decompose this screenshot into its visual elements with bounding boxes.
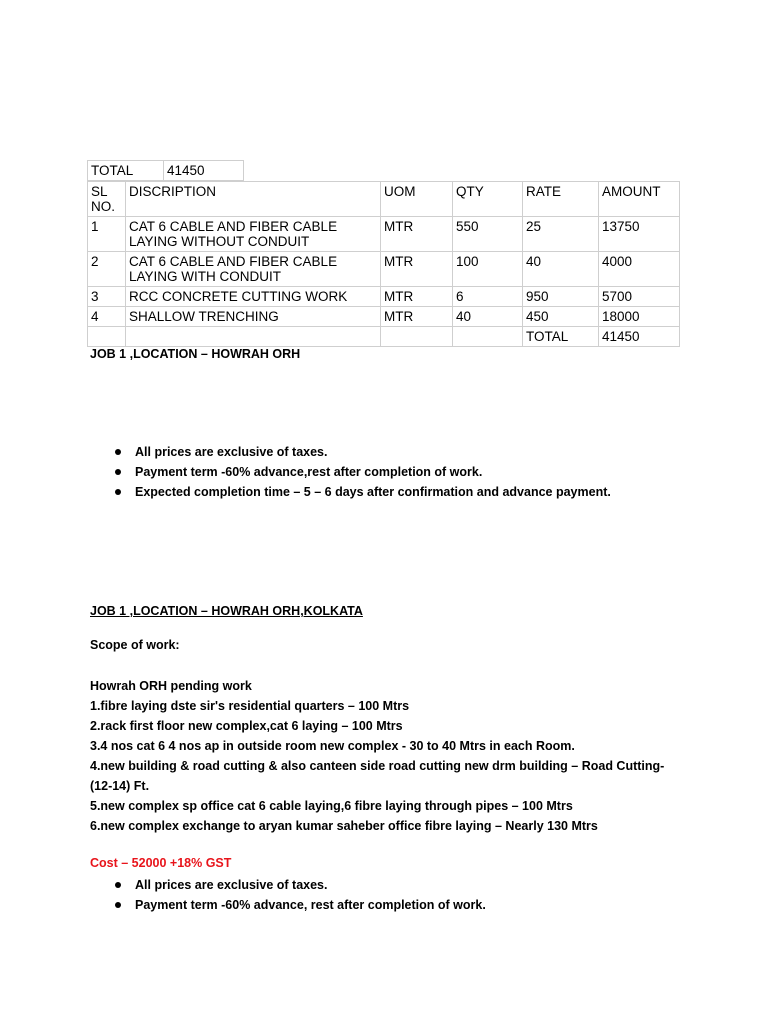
terms-list-2 xyxy=(90,875,486,915)
header-rate: RATE xyxy=(523,182,599,217)
scope-item: 4.new building & road cutting & also canteen side road cutting new drm building – Road Cutting-(12-14) Ft. xyxy=(90,759,665,793)
pending-title: Howrah ORH pending work xyxy=(90,679,252,693)
list-item xyxy=(90,442,611,462)
cell-sl: 3 xyxy=(88,287,126,307)
bullet-icon xyxy=(115,489,121,495)
scope-item: 3.4 nos cat 6 4 nos ap in outside room new complex - 30 to 40 Mtrs in each Room. xyxy=(90,739,575,753)
cell-rate: 450 xyxy=(523,307,599,327)
list-item xyxy=(90,462,611,482)
term-text: All prices are exclusive of taxes. xyxy=(135,878,328,892)
cell-uom: MTR xyxy=(381,287,453,307)
scope-item: 1.fibre laying dste sir's residential quarters – 100 Mtrs xyxy=(90,699,410,713)
terms-list-1 xyxy=(90,442,611,502)
bullet-icon xyxy=(115,469,121,475)
summary-total-value: 41450 xyxy=(164,161,244,181)
table-row xyxy=(88,217,680,252)
cell-rate: 40 xyxy=(523,252,599,287)
scope-item: 6.new complex exchange to aryan kumar saheber office fibre laying – Nearly 130 Mtrs xyxy=(90,819,598,833)
cell-uom: MTR xyxy=(381,252,453,287)
scope-of-work xyxy=(90,676,670,836)
table-row xyxy=(88,307,680,327)
cell-amount: 18000 xyxy=(599,307,680,327)
cell-qty: 40 xyxy=(453,307,523,327)
table-row xyxy=(88,252,680,287)
cell-sl: 1 xyxy=(88,217,126,252)
scope-label: Scope of work: xyxy=(90,638,180,652)
table-header-row xyxy=(88,182,680,217)
cell-sl: 4 xyxy=(88,307,126,327)
table-row xyxy=(88,287,680,307)
cell-qty: 100 xyxy=(453,252,523,287)
header-description: DISCRIPTION xyxy=(126,182,381,217)
term-text: Expected completion time – 5 – 6 days after confirmation and advance payment. xyxy=(135,485,611,499)
table-total-value: 41450 xyxy=(599,327,680,347)
cell-description: RCC CONCRETE CUTTING WORK xyxy=(126,287,381,307)
cell-amount: 13750 xyxy=(599,217,680,252)
cell-description: CAT 6 CABLE AND FIBER CABLE LAYING WITHOUT CONDUIT xyxy=(126,217,381,252)
summary-total-box xyxy=(87,160,244,181)
cell-sl: 2 xyxy=(88,252,126,287)
cell-empty xyxy=(126,327,381,347)
cell-description: CAT 6 CABLE AND FIBER CABLE LAYING WITH CONDUIT xyxy=(126,252,381,287)
bullet-icon xyxy=(115,902,121,908)
cell-uom: MTR xyxy=(381,217,453,252)
cost-line: Cost – 52000 +18% GST xyxy=(90,856,232,870)
header-sl: SL NO. xyxy=(88,182,126,217)
list-item xyxy=(90,895,486,915)
term-text: All prices are exclusive of taxes. xyxy=(135,445,328,459)
term-text: Payment term -60% advance,rest after completion of work. xyxy=(135,465,483,479)
job1-heading: JOB 1 ,LOCATION – HOWRAH ORH xyxy=(90,347,301,361)
cell-uom: MTR xyxy=(381,307,453,327)
scope-item: 2.rack first floor new complex,cat 6 laying – 100 Mtrs xyxy=(90,719,403,733)
term-text: Payment term -60% advance, rest after completion of work. xyxy=(135,898,486,912)
cell-rate: 25 xyxy=(523,217,599,252)
cell-qty: 6 xyxy=(453,287,523,307)
bullet-icon xyxy=(115,449,121,455)
cell-amount: 4000 xyxy=(599,252,680,287)
header-qty: QTY xyxy=(453,182,523,217)
table-total-row xyxy=(88,327,680,347)
list-item xyxy=(90,482,611,502)
scope-item: 5.new complex sp office cat 6 cable laying,6 fibre laying through pipes – 100 Mtrs xyxy=(90,799,573,813)
table-total-label: TOTAL xyxy=(523,327,599,347)
cell-rate: 950 xyxy=(523,287,599,307)
cell-empty xyxy=(381,327,453,347)
header-uom: UOM xyxy=(381,182,453,217)
cell-empty xyxy=(453,327,523,347)
header-amount: AMOUNT xyxy=(599,182,680,217)
summary-total-label: TOTAL xyxy=(88,161,164,181)
cell-empty xyxy=(88,327,126,347)
job1-location-heading: JOB 1 ,LOCATION – HOWRAH ORH,KOLKATA xyxy=(90,604,363,618)
bullet-icon xyxy=(115,882,121,888)
cell-qty: 550 xyxy=(453,217,523,252)
cell-amount: 5700 xyxy=(599,287,680,307)
cost-table xyxy=(87,181,680,347)
list-item xyxy=(90,875,486,895)
cell-description: SHALLOW TRENCHING xyxy=(126,307,381,327)
